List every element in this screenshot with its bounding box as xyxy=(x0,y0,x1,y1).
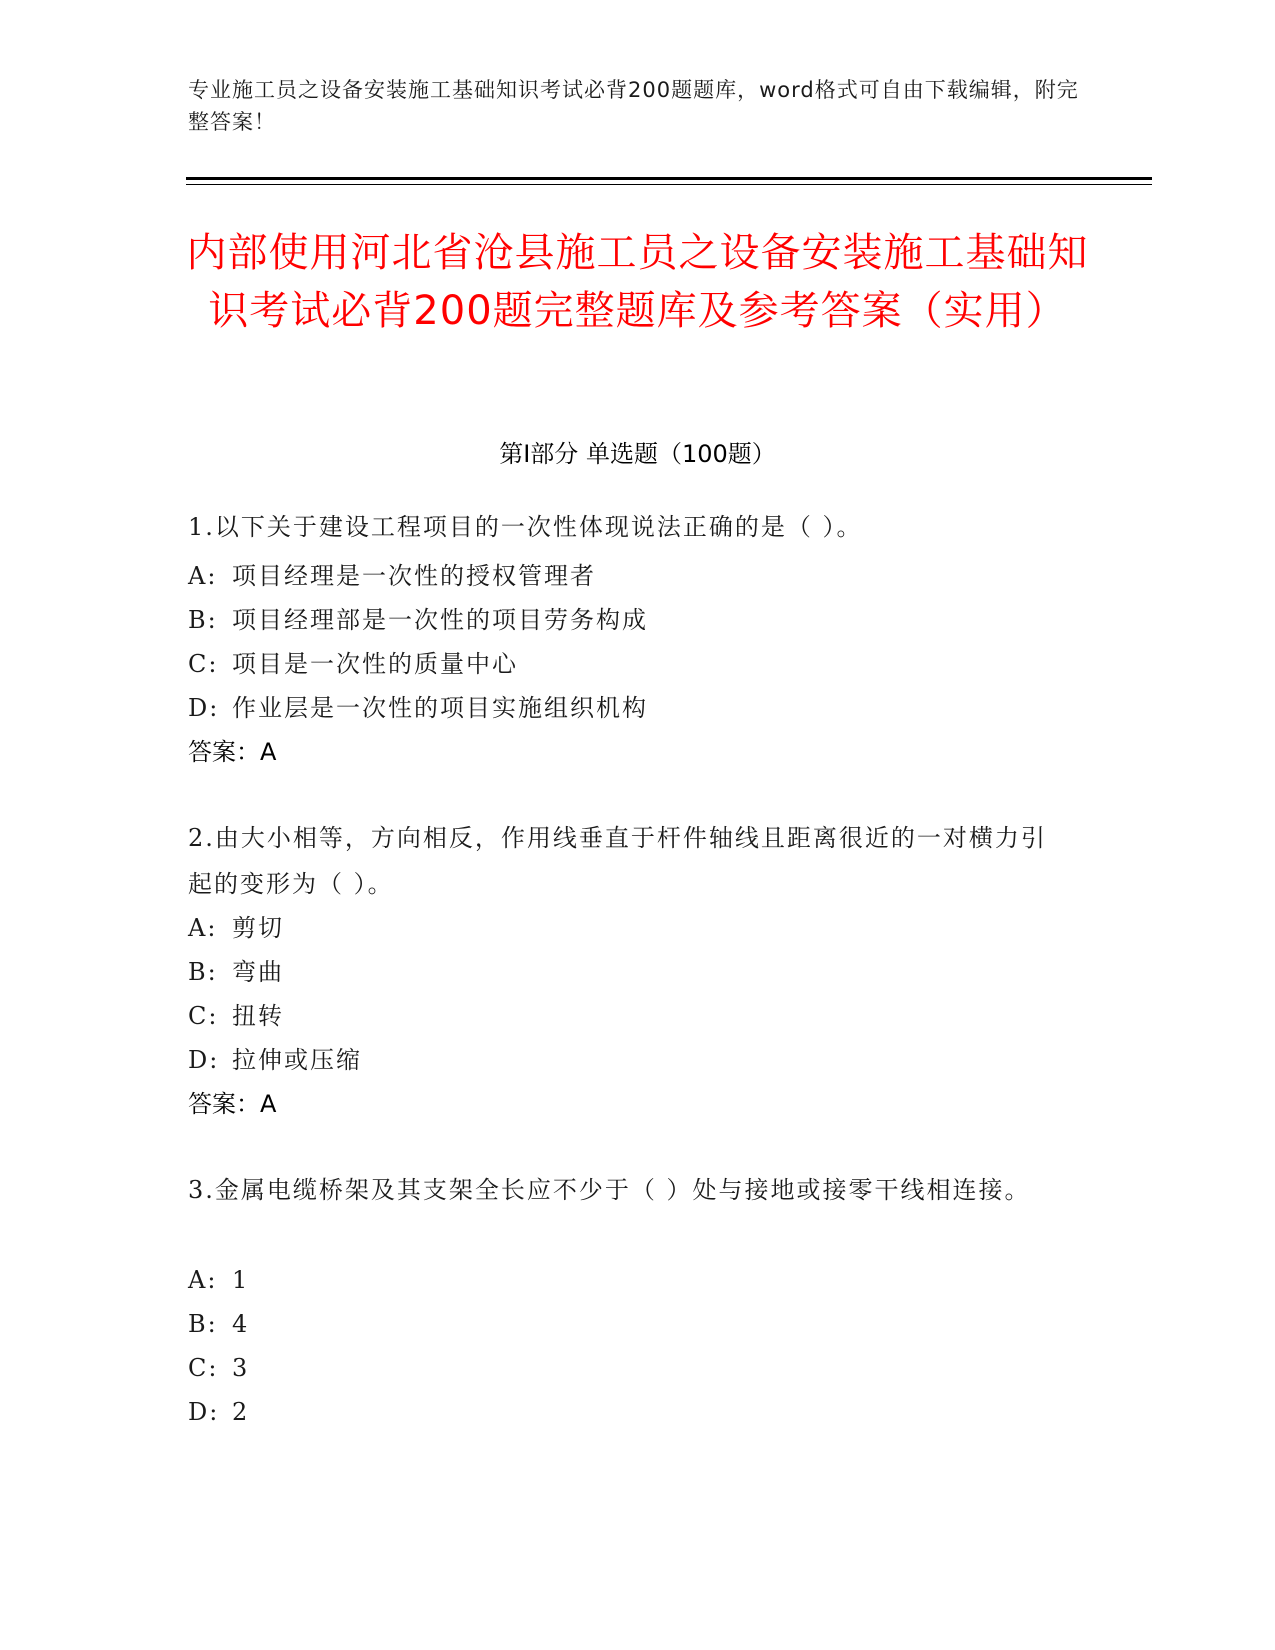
question-1-answer: 答案：A xyxy=(188,738,277,766)
option-text: 剪切 xyxy=(232,914,284,942)
option-text: 项目经理部是一次性的项目劳务构成 xyxy=(232,606,648,634)
option-key: D: xyxy=(188,1046,220,1074)
question-2-option-a xyxy=(188,912,1068,944)
question-1-option-c xyxy=(188,648,1068,680)
question-1-option-b xyxy=(188,604,1068,636)
option-key: C: xyxy=(188,1354,219,1382)
question-2-answer: 答案：A xyxy=(188,1090,277,1118)
question-1-option-a xyxy=(188,560,1068,592)
header-rule-thick xyxy=(186,177,1152,180)
question-1-option-d xyxy=(188,692,1068,724)
option-text: 弯曲 xyxy=(232,958,284,986)
option-key: C: xyxy=(188,650,219,678)
option-key: A: xyxy=(188,914,218,942)
header-note: 专业施工员之设备安装施工基础知识考试必背200题题库，word格式可自由下载编辑，附完整答案！ xyxy=(188,78,1079,134)
option-text: 作业层是一次性的项目实施组织机构 xyxy=(232,694,648,722)
option-key: C: xyxy=(188,1002,219,1030)
option-text: 2 xyxy=(232,1398,250,1426)
question-3-option-d xyxy=(188,1396,1068,1428)
question-2-text: 2.由大小相等，方向相反，作用线垂直于杆件轴线且距离很近的一对横力引起的变形为（ ）。 xyxy=(188,824,1047,898)
option-text: 扭转 xyxy=(232,1002,284,1030)
option-key: A: xyxy=(188,562,218,590)
option-key: D: xyxy=(188,1398,220,1426)
option-key: D: xyxy=(188,694,220,722)
header-rule-thin xyxy=(186,184,1152,185)
question-3-option-a xyxy=(188,1264,1068,1296)
option-key: B: xyxy=(188,958,218,986)
question-3-option-b xyxy=(188,1308,1068,1340)
option-key: B: xyxy=(188,606,218,634)
document-title: 内部使用河北省沧县施工员之设备安装施工基础知识考试必背200题完整题库及参考答案（实用） xyxy=(186,230,1089,334)
option-text: 1 xyxy=(232,1266,250,1294)
option-key: A: xyxy=(188,1266,218,1294)
question-1-text: 1.以下关于建设工程项目的一次性体现说法正确的是（ ）。 xyxy=(188,513,863,541)
option-text: 项目是一次性的质量中心 xyxy=(232,650,518,678)
question-2-option-c xyxy=(188,1000,1068,1032)
question-2-option-d xyxy=(188,1044,1068,1076)
question-3-text: 3.金属电缆桥架及其支架全长应不少于（ ）处与接地或接零干线相连接。 xyxy=(188,1176,1031,1204)
option-text: 拉伸或压缩 xyxy=(232,1046,362,1074)
section-heading: 第Ⅰ部分 单选题（100题） xyxy=(499,440,776,468)
option-text: 3 xyxy=(232,1354,250,1382)
option-text: 项目经理是一次性的授权管理者 xyxy=(232,562,596,590)
question-3-option-c xyxy=(188,1352,1068,1384)
option-text: 4 xyxy=(232,1310,250,1338)
question-2-option-b xyxy=(188,956,1068,988)
option-key: B: xyxy=(188,1310,218,1338)
